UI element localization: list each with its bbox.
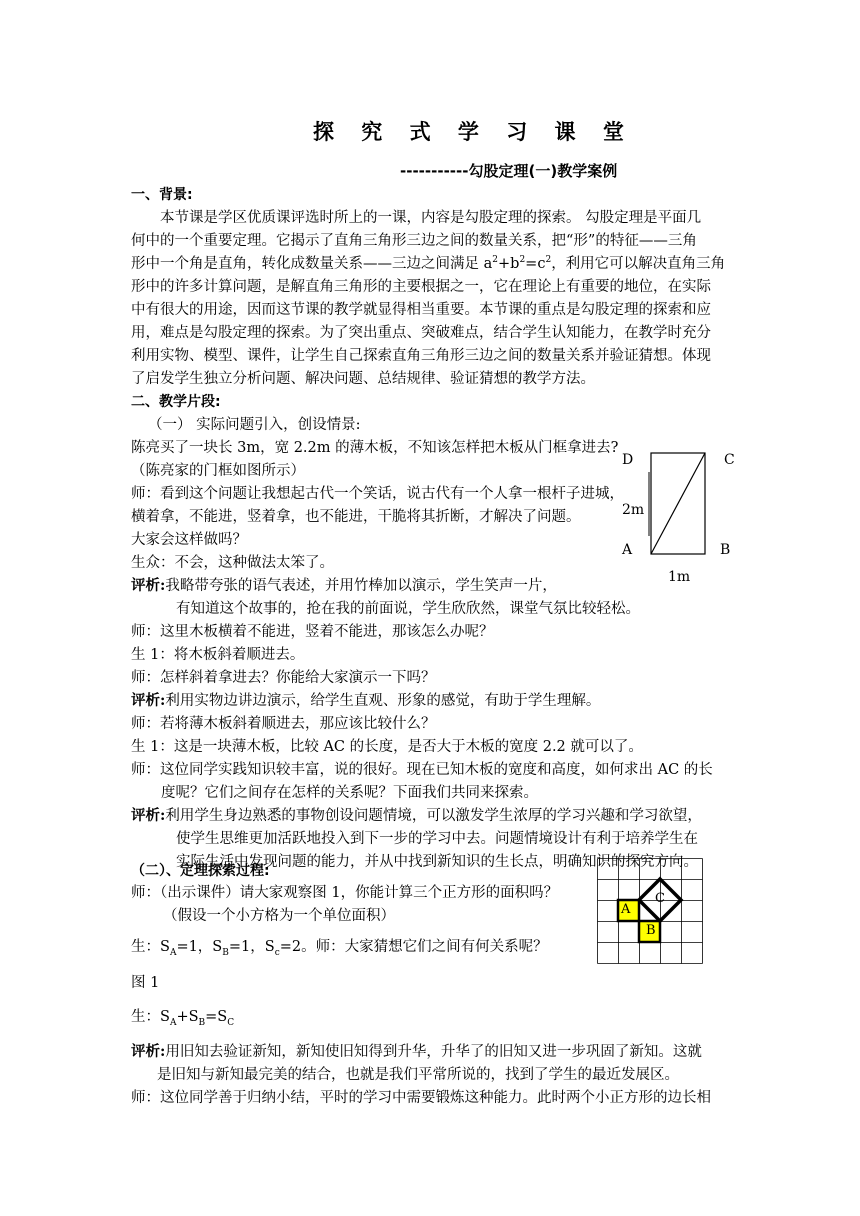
section1-heading: 一、背景: xyxy=(131,187,193,203)
part1-p13: 度呢？它们之间存在怎样的关系呢？下面我们共同来探索。 xyxy=(161,785,538,801)
part1-p8: 生 1：将木板斜着顺进去。 xyxy=(131,647,305,663)
bg-line-7: 利用实物、模型、课件，让学生自己探索直角三角形三边之间的数量关系并验证猜想。体现 xyxy=(131,348,711,364)
grid-figure xyxy=(597,858,703,964)
part2-p2: （假设一个小方格为一个单位面积） xyxy=(163,908,395,924)
bg-line-5: 中有很大的用途，因而这节课的教学就显得相当重要。本节课的重点是勾股定理的探索和应 xyxy=(131,302,711,318)
part1-p12: 师：这位同学实践知识较丰富，说的很好。现在已知木板的宽度和高度，如何求出 AC 的长 xyxy=(131,762,713,778)
door-label-width: 1m xyxy=(668,569,691,585)
bg-line-2: 何中的一个重要定理。它揭示了直角三角形三边之间的数量关系，把“形”的特征——三角 xyxy=(131,233,697,249)
bg-line-6: 用，难点是勾股定理的探索。为了突出重点、突破难点，结合学生认知能力，在教学时充分 xyxy=(131,325,711,341)
part1-p4: 横着拿，不能进，竖着拿，也不能进，干脆将其折断，才解决了问题。 xyxy=(131,509,581,525)
door-label-b: B xyxy=(720,542,731,558)
comment-3: 评析:利用学生身边熟悉的事物创设问题情境，可以激发学生浓厚的学习兴趣和学习欲望， xyxy=(131,807,702,824)
door-label-height: 2m xyxy=(622,502,645,518)
bg-line-3: 形中一个角是直角，转化成数量关系——三边之间满足 $a^2+b^2=c^2$，利用它可以解决直角三角 xyxy=(131,255,726,272)
part1-p3: 师：看到这个问题让我想起古代一个笑话，说古代有一个人拿一根杆子进城， xyxy=(131,486,624,502)
part1-p1: 陈亮买了一块长 3m，宽 2.2m 的薄木板，不知该怎样把木板从门框拿进去? xyxy=(131,440,619,456)
part2-p3: 生：$S_A=1$，$S_B=1$，$S_c=2$。师：大家猜想它们之间有何关系呢？ xyxy=(131,939,548,958)
door-diagonal xyxy=(651,453,705,554)
part2-p1: 师：（出示课件）请大家观察图 1，你能计算三个正方形的面积吗？ xyxy=(131,885,559,901)
part1-p10: 师：若将薄木板斜着顺进去，那应该比较什么？ xyxy=(131,716,436,732)
part1-p5: 大家会这样做吗？ xyxy=(131,532,247,548)
grid-label-a: A xyxy=(621,902,631,917)
part1-heading: （一） 实际问题引入，创设情景: xyxy=(148,417,361,433)
comment-1: 评析:我略带夸张的语气表述，并用竹棒加以演示，学生笑声一片， xyxy=(131,577,557,594)
equation-line: 生：$S_A+S_B=S_C$ xyxy=(131,1009,235,1028)
bg-line-8: 了启发学生独立分析问题、解决问题、总结规律、验证猜想的教学方法。 xyxy=(131,371,595,387)
part1-p7: 师：这里木板横着不能进，竖着不能进，那该怎么办呢？ xyxy=(131,624,494,640)
section2-heading: 二、教学片段: xyxy=(131,394,221,410)
page-subtitle: -----------勾股定理(一)教学案例 xyxy=(400,162,618,180)
part1-p6: 生众：不会，这种做法太笨了。 xyxy=(131,555,334,571)
door-label-c: C xyxy=(724,452,735,468)
comment-3c: 实际生活中发现问题的能力，并从中找到新知识的生长点，明确知识的探究方向。 xyxy=(176,854,698,870)
door-label-d: D xyxy=(622,452,634,468)
part1-p11: 生 1：这是一块薄木板，比较 AC 的长度，是否大于木板的宽度 2.2 就可以了。 xyxy=(131,739,643,755)
part2-heading: （二）、定理探索过程: xyxy=(131,863,270,879)
bg-line-1: 本节课是学区优质课评选时所上的一课，内容是勾股定理的探索。 勾股定理是平面几 xyxy=(160,210,702,226)
part1-p2: （陈亮家的门框如图所示） xyxy=(131,463,305,479)
door-label-a: A xyxy=(622,542,633,558)
comment-4b: 是旧知与新知最完美的结合，也就是我们平常所说的，找到了学生的最近发展区。 xyxy=(157,1067,679,1083)
door-frame-diagram xyxy=(640,450,710,560)
grid-label-b: B xyxy=(646,923,656,938)
comment-3b: 使学生思维更加活跃地投入到下一步的学习中去。问题情境设计有利于培养学生在 xyxy=(176,831,698,847)
page-title: 探 究 式 学 习 课 堂 xyxy=(313,120,634,144)
comment-1b: 有知道这个故事的，抢在我的前面说，学生欣欣然，课堂气氛比较轻松。 xyxy=(176,601,640,617)
comment-4: 评析:用旧知去验证新知，新知使旧知得到升华，升华了的旧知又进一步巩固了新知。这就 xyxy=(131,1043,702,1060)
comment-2: 评析:利用实物边讲边演示，给学生直观、形象的感觉，有助于学生理解。 xyxy=(131,692,601,709)
figure-caption: 图 1 xyxy=(131,975,160,991)
grid-label-c: C xyxy=(655,891,665,906)
bg-line-4: 形中的许多计算问题，是解直角三角形的主要根据之一，它在理论上有重要的地位，在实际 xyxy=(131,279,711,295)
part2-p4: 师：这位同学善于归纳小结，平时的学习中需要锻炼这种能力。此时两个小正方形的边长相 xyxy=(131,1090,711,1106)
part1-p9: 师：怎样斜着拿进去？你能给大家演示一下吗？ xyxy=(131,670,436,686)
